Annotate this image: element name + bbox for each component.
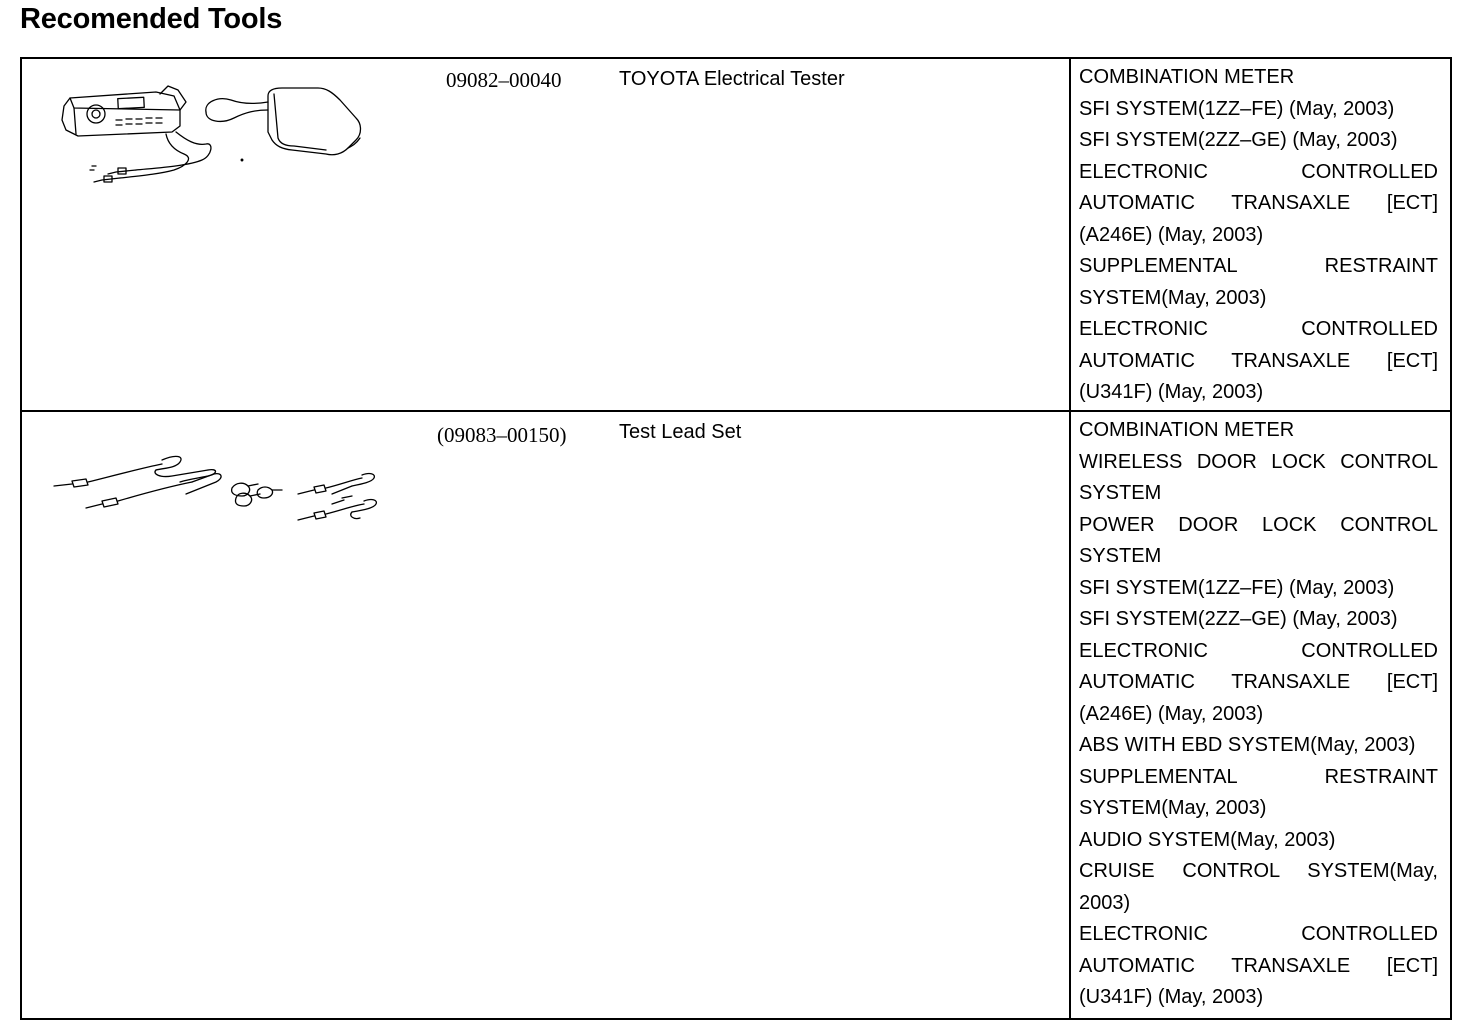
page-title: Recomended Tools bbox=[20, 3, 283, 35]
application-item: SFI SYSTEM(2ZZ–GE) (May, 2003) bbox=[1079, 608, 1398, 630]
column-divider bbox=[1069, 59, 1071, 410]
column-divider bbox=[1069, 412, 1071, 1018]
application-item: ABS WITH EBD SYSTEM(May, 2003) bbox=[1079, 734, 1416, 756]
tool-name: TOYOTA Electrical Tester bbox=[619, 68, 845, 90]
applications-list bbox=[1079, 62, 1438, 409]
application-item: COMBINATION METER bbox=[1079, 419, 1295, 441]
tool-row bbox=[22, 59, 1450, 412]
application-item: SFI SYSTEM(2ZZ–GE) (May, 2003) bbox=[1079, 129, 1398, 151]
applications-list bbox=[1079, 415, 1438, 1014]
application-item: ELECTRONIC CONTROLLED AUTOMATIC TRANSAXLE [ECT](A246E) (May, 2003) bbox=[1079, 639, 1438, 725]
tool-row bbox=[22, 412, 1450, 1018]
application-item: SFI SYSTEM(1ZZ–FE) (May, 2003) bbox=[1079, 97, 1395, 120]
tool-name: Test Lead Set bbox=[619, 421, 742, 443]
application-item: ELECTRONIC CONTROLLED AUTOMATIC TRANSAXLE [ECT](A246E) (May, 2003) bbox=[1079, 160, 1438, 246]
application-item: AUDIO SYSTEM(May, 2003) bbox=[1079, 828, 1336, 851]
application-item: SUPPLEMENTAL RESTRAINT SYSTEM(May, 2003) bbox=[1079, 255, 1438, 309]
application-item: CRUISE CONTROL SYSTEM(May, 2003) bbox=[1079, 860, 1438, 914]
application-item: COMBINATION METER bbox=[1079, 66, 1295, 88]
part-number: (09083–00150) bbox=[437, 423, 567, 447]
tools-table bbox=[20, 57, 1452, 1020]
application-item: ELECTRONIC CONTROLLED AUTOMATIC TRANSAXLE [ECT](U341F) (May, 2003) bbox=[1079, 923, 1438, 1008]
application-item: WIRELESS DOOR LOCK CONTROL SYSTEM bbox=[1079, 450, 1438, 504]
application-item: POWER DOOR LOCK CONTROL SYSTEM bbox=[1079, 513, 1438, 567]
test-lead-set-icon bbox=[52, 438, 392, 522]
application-item: SFI SYSTEM(1ZZ–FE) (May, 2003) bbox=[1079, 576, 1395, 599]
part-number: 09082–00040 bbox=[446, 68, 562, 92]
electrical-tester-icon bbox=[56, 84, 376, 184]
application-item: SUPPLEMENTAL RESTRAINT SYSTEM(May, 2003) bbox=[1079, 765, 1438, 819]
application-item: ELECTRONIC CONTROLLED AUTOMATIC TRANSAXLE [ECT](U341F) (May, 2003) bbox=[1079, 318, 1438, 403]
